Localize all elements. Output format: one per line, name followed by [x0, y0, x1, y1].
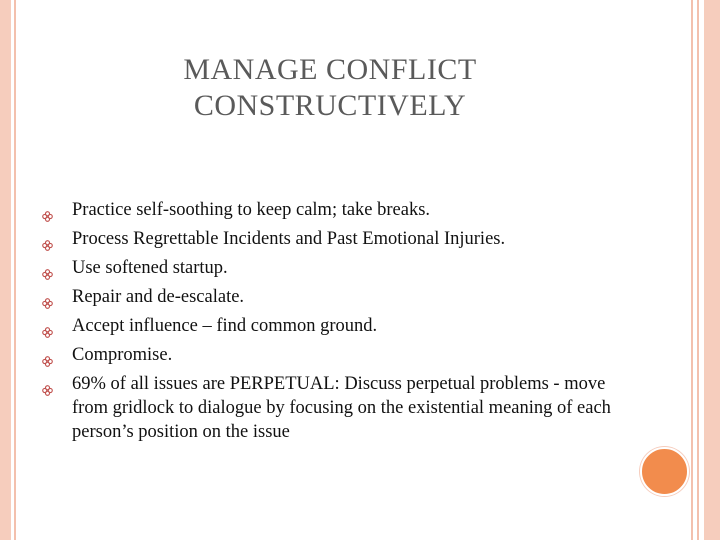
bullet-text: Practice self-soothing to keep calm; take breaks. — [72, 200, 431, 220]
bullet-text: Repair and de-escalate. — [72, 287, 245, 307]
flower-bullet-icon — [42, 350, 53, 361]
bullet-text: Use softened startup. — [72, 258, 228, 278]
right-border-line-inner — [691, 0, 693, 540]
bullet-item — [42, 372, 632, 444]
left-border-band — [0, 0, 11, 540]
bullet-item — [42, 256, 632, 280]
flower-bullet-icon — [42, 379, 53, 390]
flower-bullet-icon — [42, 205, 53, 216]
bullet-item — [42, 227, 632, 251]
bullet-text: 69% of all issues are PERPETUAL: Discuss perpetual problems - move from gridlock to dialogue by focusing on the existential meaning of each person’s position on the issue — [72, 374, 611, 442]
flower-bullet-icon — [42, 321, 53, 332]
right-border-band — [704, 0, 720, 540]
bullet-item — [42, 198, 632, 222]
bullet-text: Process Regrettable Incidents and Past Emotional Injuries. — [72, 229, 506, 249]
bullet-item — [42, 314, 632, 338]
bullet-list — [42, 198, 632, 449]
accent-circle — [640, 447, 689, 496]
slide-title: MANAGE CONFLICT CONSTRUCTIVELY — [183, 53, 477, 122]
bullet-item — [42, 285, 632, 309]
bullet-text: Accept influence – find common ground. — [72, 316, 378, 336]
bullet-item — [42, 343, 632, 367]
right-border-line-outer — [697, 0, 699, 540]
left-border-line — [14, 0, 16, 540]
flower-bullet-icon — [42, 292, 53, 303]
flower-bullet-icon — [42, 263, 53, 274]
flower-bullet-icon — [42, 234, 53, 245]
bullet-text: Compromise. — [72, 345, 173, 365]
